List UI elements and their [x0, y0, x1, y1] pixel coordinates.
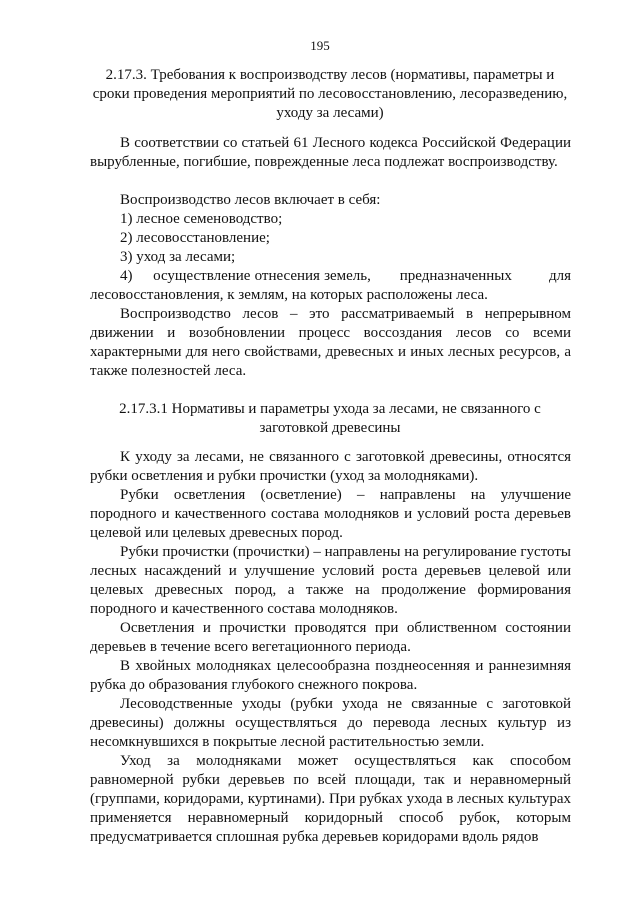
list-item-3: 3) уход за лесами;	[120, 249, 236, 265]
intro-paragraph-2: Воспроизводство лесов включает в себя:	[120, 192, 381, 208]
subsection-heading: 2.17.3.1 Нормативы и параметры ухода за лесами, не связанного с заготовкой древесины	[119, 401, 541, 436]
body-paragraph-6: Лесоводственные уходы (рубки ухода не связанные с заготовкой древесины) должны осуществляться до перевода лесных культур из несомкнувшихся в покрытые лесной растительностью земли.	[90, 696, 571, 750]
page-number: 195	[310, 38, 330, 53]
intro-paragraph-1: В соответствии со статьей 61 Лесного кодекса Российской Федерации вырубленные, погибшие, поврежденные леса подлежат воспроизводству.	[90, 135, 571, 170]
body-paragraph-5: В хвойных молодняках целесообразна позднеосенняя и раннезимняя рубка до образования глубокого снежного покрова.	[90, 658, 571, 693]
body-paragraph-1: К уходу за лесами, не связанного с заготовкой древесины, относятся рубки осветления и рубки прочистки (уход за молодняками).	[90, 449, 571, 484]
body-paragraph-4: Осветления и прочистки проводятся при облиственном состоянии деревьев в течение всего вегетационного периода.	[90, 620, 571, 655]
list-item-1: 1) лесное семеноводство;	[120, 211, 283, 227]
body-paragraph-3: Рубки прочистки (прочистки) – направлены на регулирование густоты лесных насаждений и улучшение условий роста деревьев целевой или целевых древесных пород, а также на продолжение формирования породного и качественного состава молодняков.	[90, 544, 571, 617]
body-paragraph-2: Рубки осветления (осветление) – направлены на улучшение породного и качественного состава молодняков и условий роста деревьев целевой или целевых древесных пород.	[90, 487, 571, 541]
list-item-4-continuation: лесовосстановления, к землям, на которых расположены леса.	[90, 287, 488, 303]
list-item-2: 2) лесовосстановление;	[120, 230, 270, 246]
section-heading: 2.17.3. Требования к воспроизводству лесов (нормативы, параметры и сроки проведения мероприятий по лесовосстановлению, лесоразведению, уходу за лесами)	[92, 67, 568, 121]
body-paragraph-7: Уход за молодняками может осуществляться как способом равномерной рубки деревьев по всей площади, так и неравномерный (группами, коридорами, куртинами). При рубках ухода в лесных культурах применяется неравномерный коридорный способ рубок, которым предусматривается сплошная рубка деревьев коридорами вдоль рядов	[90, 753, 571, 845]
intro-paragraph-3: Воспроизводство лесов – это рассматриваемый в непрерывном движении и возобновлении процесс воссоздания лесов со всеми характерными для него свойствами, древесных и иных лесных ресурсов, а также полезностей леса.	[90, 306, 571, 379]
list-item-4-first-line: 4) осуществление отнесения земель, предназначенных для	[120, 268, 571, 284]
